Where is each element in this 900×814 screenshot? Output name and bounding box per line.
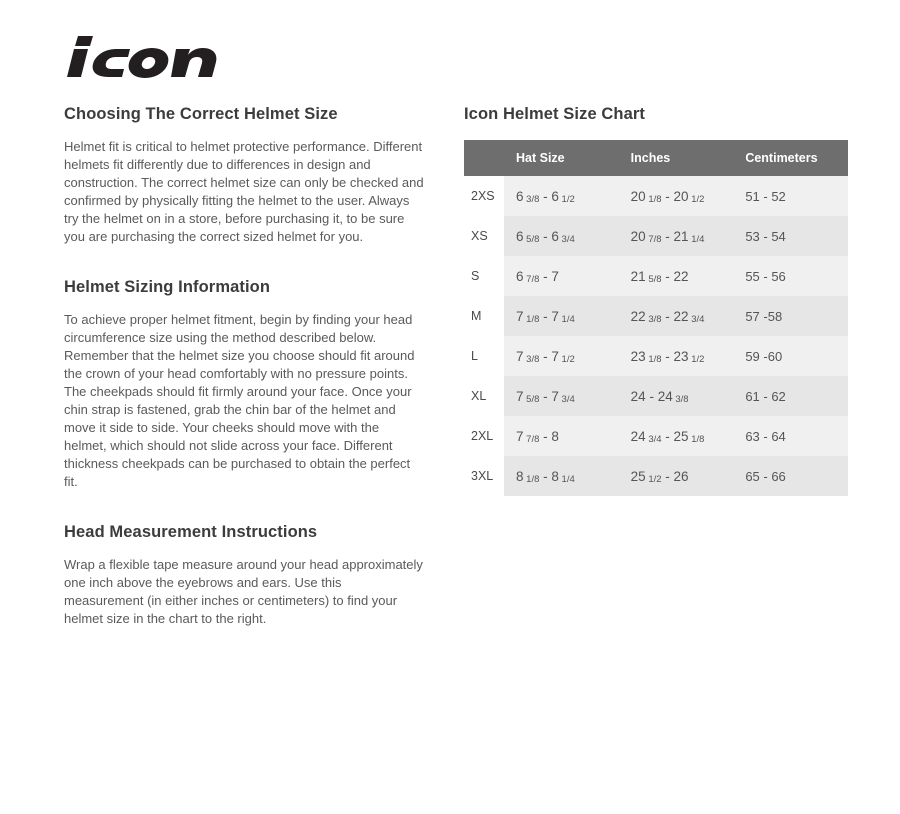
measure-whole: 6 bbox=[516, 268, 524, 284]
cell-hat-size bbox=[504, 176, 619, 216]
measure-fraction: 7/8 bbox=[523, 273, 540, 285]
measure-whole: 24 bbox=[657, 388, 673, 404]
measure-fraction: 1/8 bbox=[645, 193, 662, 205]
measure-fraction: 1/8 bbox=[645, 353, 662, 365]
cell-hat-size bbox=[504, 416, 619, 456]
measure-fraction: 1/4 bbox=[558, 473, 575, 485]
helmet-size-chart-table bbox=[464, 140, 848, 496]
measure-whole: 6 bbox=[516, 188, 524, 204]
row-size-label: M bbox=[464, 296, 504, 336]
measure-fraction: 5/8 bbox=[523, 393, 540, 405]
cell-inches bbox=[619, 416, 734, 456]
cell-centimeters: 61 - 62 bbox=[733, 376, 848, 416]
cell-hat-size bbox=[504, 256, 619, 296]
measure-fraction: 1/2 bbox=[688, 353, 705, 365]
measure-fraction: 1/2 bbox=[645, 473, 662, 485]
range-separator: - bbox=[661, 468, 674, 484]
size-chart-title: Icon Helmet Size Chart bbox=[464, 105, 645, 123]
table-header-row bbox=[464, 140, 848, 176]
table-row bbox=[464, 376, 848, 416]
measure-fraction: 7/8 bbox=[645, 233, 662, 245]
section-body-choosing-size: Helmet fit is critical to helmet protective performance. Different helmets fit differently due to differences in design and construction. The correct helmet size can only be checked and confirmed by physically fitting the helmet to the user. Always try the helmet on in a store, before purchasing it, to be sure you are purchasing the correct sized helmet for you. bbox=[64, 139, 424, 244]
section-choosing-size bbox=[64, 105, 426, 246]
measure-whole: 8 bbox=[551, 428, 559, 444]
measure-fraction: 3/8 bbox=[523, 353, 540, 365]
measure-whole: 6 bbox=[551, 188, 559, 204]
measure-whole: 20 bbox=[630, 228, 646, 244]
range-separator: - bbox=[661, 268, 674, 284]
measure-whole: 21 bbox=[630, 268, 646, 284]
table-row bbox=[464, 216, 848, 256]
range-separator: - bbox=[539, 348, 552, 364]
measure-fraction: 1/4 bbox=[688, 233, 705, 245]
cell-inches bbox=[619, 336, 734, 376]
range-separator: - bbox=[645, 388, 658, 404]
measure-whole: 20 bbox=[630, 188, 646, 204]
measure-fraction: 1/8 bbox=[688, 433, 705, 445]
table-row bbox=[464, 296, 848, 336]
measure-fraction: 3/4 bbox=[558, 393, 575, 405]
row-size-label: 2XS bbox=[464, 176, 504, 216]
measure-whole: 20 bbox=[673, 188, 689, 204]
measure-whole: 6 bbox=[516, 228, 524, 244]
cell-inches bbox=[619, 376, 734, 416]
right-column bbox=[464, 105, 848, 496]
measure-fraction: 3/8 bbox=[672, 393, 689, 405]
range-separator: - bbox=[661, 188, 674, 204]
measure-whole: 7 bbox=[551, 308, 559, 324]
table-row bbox=[464, 176, 848, 216]
range-separator: - bbox=[539, 468, 552, 484]
measure-whole: 8 bbox=[551, 468, 559, 484]
range-separator: - bbox=[661, 348, 674, 364]
table-row bbox=[464, 416, 848, 456]
cell-centimeters: 59 -60 bbox=[733, 336, 848, 376]
range-separator: - bbox=[539, 428, 552, 444]
table-row bbox=[464, 256, 848, 296]
measure-whole: 22 bbox=[673, 308, 689, 324]
measure-whole: 8 bbox=[516, 468, 524, 484]
row-size-label: XL bbox=[464, 376, 504, 416]
cell-hat-size bbox=[504, 296, 619, 336]
table-row bbox=[464, 336, 848, 376]
cell-hat-size bbox=[504, 376, 619, 416]
cell-hat-size bbox=[504, 456, 619, 496]
measure-whole: 25 bbox=[630, 468, 646, 484]
cell-centimeters: 55 - 56 bbox=[733, 256, 848, 296]
measure-fraction: 1/8 bbox=[523, 313, 540, 325]
table-body bbox=[464, 176, 848, 496]
row-size-label: 3XL bbox=[464, 456, 504, 496]
measure-fraction: 3/4 bbox=[688, 313, 705, 325]
measure-whole: 7 bbox=[551, 268, 559, 284]
measure-fraction: 7/8 bbox=[523, 433, 540, 445]
measure-whole: 24 bbox=[630, 388, 646, 404]
section-head-measurement bbox=[64, 523, 426, 628]
range-separator: - bbox=[661, 228, 674, 244]
measure-fraction: 1/2 bbox=[688, 193, 705, 205]
cell-centimeters: 57 -58 bbox=[733, 296, 848, 336]
table-header-centimeters: Centimeters bbox=[733, 140, 848, 176]
cell-hat-size bbox=[504, 216, 619, 256]
cell-centimeters: 53 - 54 bbox=[733, 216, 848, 256]
section-body-head-measurement: Wrap a flexible tape measure around your head approximately one inch above the eyebrows and ears. Use this measurement (in either inches or centimeters) to find your helmet size in the chart to the right. bbox=[64, 557, 423, 626]
table-header-corner bbox=[464, 140, 504, 176]
measure-fraction: 5/8 bbox=[645, 273, 662, 285]
table-header-hat-size: Hat Size bbox=[504, 140, 619, 176]
measure-whole: 6 bbox=[551, 228, 559, 244]
measure-whole: 23 bbox=[673, 348, 689, 364]
left-column bbox=[64, 105, 426, 628]
measure-fraction: 1/2 bbox=[558, 193, 575, 205]
measure-whole: 22 bbox=[630, 308, 646, 324]
measure-whole: 23 bbox=[630, 348, 646, 364]
measure-whole: 7 bbox=[516, 308, 524, 324]
measure-fraction: 3/8 bbox=[523, 193, 540, 205]
range-separator: - bbox=[539, 188, 552, 204]
table-header-inches: Inches bbox=[619, 140, 734, 176]
cell-centimeters: 63 - 64 bbox=[733, 416, 848, 456]
range-separator: - bbox=[539, 268, 552, 284]
section-heading-head-measurement: Head Measurement Instructions bbox=[64, 523, 318, 541]
measure-fraction: 1/8 bbox=[523, 473, 540, 485]
cell-inches bbox=[619, 176, 734, 216]
measure-fraction: 1/2 bbox=[558, 353, 575, 365]
section-heading-sizing-information: Helmet Sizing Information bbox=[64, 278, 271, 296]
cell-inches bbox=[619, 456, 734, 496]
measure-whole: 25 bbox=[673, 428, 689, 444]
table-row bbox=[464, 456, 848, 496]
measure-fraction: 3/4 bbox=[558, 233, 575, 245]
icon-wordmark-logo bbox=[64, 36, 239, 78]
section-body-sizing-information: To achieve proper helmet fitment, begin by finding your head circumference size using the method described below. Remember that the helmet size you choose should fit around the crown of your head comfortably with no pressure points. The cheekpads should fit firmly around your face. Once your chin strap is fastened, grab the chin bar of the helmet and move it side to side. Your cheeks should move with the helmet, which should not slide across your face. Different thickness cheekpads can be purchased to obtain the perfect fit. bbox=[64, 312, 415, 489]
measure-whole: 26 bbox=[673, 468, 689, 484]
measure-whole: 7 bbox=[551, 348, 559, 364]
cell-hat-size bbox=[504, 336, 619, 376]
range-separator: - bbox=[661, 308, 674, 324]
row-size-label: XS bbox=[464, 216, 504, 256]
range-separator: - bbox=[539, 388, 552, 404]
measure-fraction: 3/8 bbox=[645, 313, 662, 325]
measure-fraction: 5/8 bbox=[523, 233, 540, 245]
section-heading-choosing-size: Choosing The Correct Helmet Size bbox=[64, 105, 338, 123]
table-header bbox=[464, 140, 848, 176]
cell-inches bbox=[619, 256, 734, 296]
row-size-label: 2XL bbox=[464, 416, 504, 456]
measure-whole: 22 bbox=[673, 268, 689, 284]
section-sizing-information bbox=[64, 278, 426, 491]
row-size-label: L bbox=[464, 336, 504, 376]
row-size-label: S bbox=[464, 256, 504, 296]
range-separator: - bbox=[539, 228, 552, 244]
cell-centimeters: 65 - 66 bbox=[733, 456, 848, 496]
range-separator: - bbox=[539, 308, 552, 324]
measure-whole: 24 bbox=[630, 428, 646, 444]
measure-fraction: 1/4 bbox=[558, 313, 575, 325]
cell-centimeters: 51 - 52 bbox=[733, 176, 848, 216]
measure-fraction: 3/4 bbox=[645, 433, 662, 445]
range-separator: - bbox=[661, 428, 674, 444]
measure-whole: 7 bbox=[516, 428, 524, 444]
measure-whole: 7 bbox=[516, 348, 524, 364]
measure-whole: 21 bbox=[673, 228, 689, 244]
measure-whole: 7 bbox=[551, 388, 559, 404]
cell-inches bbox=[619, 296, 734, 336]
cell-inches bbox=[619, 216, 734, 256]
measure-whole: 7 bbox=[516, 388, 524, 404]
